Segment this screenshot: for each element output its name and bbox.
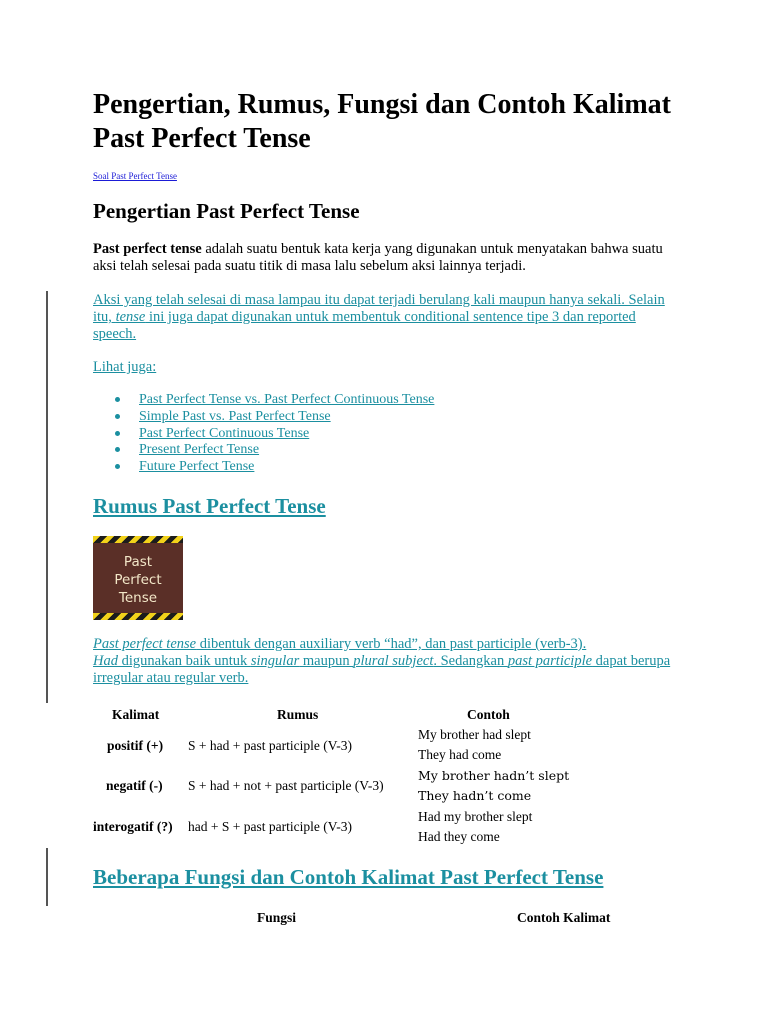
soal-link[interactable]: Soal Past Perfect Tense	[93, 171, 177, 181]
section-heading-rumus[interactable]: Rumus Past Perfect Tense	[93, 494, 326, 518]
formula-italic: Had	[93, 653, 118, 669]
section-heading-pengertian: Pengertian Past Perfect Tense	[93, 199, 360, 223]
see-also-label[interactable]: Lihat juga:	[93, 359, 157, 375]
formula-italic: plural subject	[353, 653, 434, 669]
badge-line: Tense	[118, 590, 158, 606]
formula-italic: Past perfect tense	[93, 636, 197, 652]
list-item[interactable]	[93, 426, 434, 443]
bullet-icon	[115, 414, 120, 419]
formula-text: dibentuk dengan auxiliary verb “had”, dan past participle (verb-3).	[196, 636, 587, 652]
formula-text: . Sedangkan	[433, 653, 508, 669]
page-title: Pengertian, Rumus, Fungsi dan Contoh Kalimat Past Perfect Tense	[93, 89, 671, 154]
table-row-contoh: They had come	[418, 747, 502, 762]
bullet-icon	[115, 464, 120, 469]
usage-text-a: Aksi yang telah selesai di masa lampau itu dapat terjadi berulang kali maupun hanya sekali. Selain itu,	[93, 292, 665, 325]
badge-line: Past	[123, 554, 153, 570]
formula-text: digunakan baik untuk	[117, 653, 251, 669]
table-row-kalimat: interogatif (?)	[93, 819, 173, 834]
list-item[interactable]	[93, 409, 434, 426]
table-row-rumus: S + had + past participle (V-3)	[188, 738, 352, 753]
bullet-icon	[115, 447, 120, 452]
past-perfect-tense-badge-image	[93, 536, 183, 620]
usage-text-b: ini juga dapat digunakan untuk membentuk conditional sentence tipe 3 dan reported speech.	[93, 309, 636, 342]
badge-label	[93, 553, 183, 607]
table-row-kalimat: positif (+)	[107, 738, 164, 753]
table-header-kalimat: Kalimat	[112, 707, 160, 722]
see-also-link[interactable]: Past Perfect Tense vs. Past Perfect Continuous Tense	[139, 392, 435, 407]
table-row-rumus: had + S + past participle (V-3)	[188, 819, 352, 834]
definition-term: Past perfect tense	[93, 241, 202, 257]
definition-text: adalah suatu bentuk kata kerja yang digunakan untuk menyatakan bahwa suatu aksi telah selesai pada suatu titik di masa lalu sebelum aksi lainnya terjadi.	[93, 241, 663, 274]
see-also-link[interactable]: Future Perfect Tense	[139, 459, 255, 475]
table-row-kalimat: negatif (-)	[106, 778, 163, 793]
see-also-list	[93, 392, 434, 476]
table-header-rumus: Rumus	[277, 707, 319, 722]
table-row-contoh: Had they come	[418, 829, 500, 844]
see-also-link[interactable]: Past Perfect Continuous Tense	[139, 425, 310, 441]
list-item[interactable]	[93, 459, 434, 476]
definition-paragraph	[93, 241, 673, 275]
table-row-contoh: My brother had slept	[418, 727, 531, 742]
see-also-link[interactable]: Present Perfect Tense	[139, 442, 260, 458]
usage-paragraph[interactable]	[93, 292, 673, 343]
table-row-rumus: S + had + not + past participle (V-3)	[188, 778, 384, 793]
list-item[interactable]	[93, 442, 434, 459]
table-row-contoh: My brother hadn’t slept	[418, 768, 570, 783]
table-row-contoh: They hadn’t come	[418, 788, 532, 803]
table-header-fungsi: Fungsi	[257, 910, 297, 925]
bullet-icon	[115, 397, 120, 402]
margin-rule-bottom	[46, 848, 48, 906]
table-header-contoh-kalimat: Contoh Kalimat	[517, 910, 611, 925]
list-item[interactable]	[93, 392, 434, 409]
table-row-contoh: Had my brother slept	[418, 809, 533, 824]
see-also-link[interactable]: Simple Past vs. Past Perfect Tense	[139, 408, 331, 424]
section-heading-fungsi[interactable]: Beberapa Fungsi dan Contoh Kalimat Past Perfect Tense	[93, 865, 604, 889]
formula-italic: singular	[250, 653, 300, 669]
bullet-icon	[115, 431, 120, 436]
formula-text: dapat berupa irregular atau regular verb.	[93, 653, 671, 686]
badge-line: Perfect	[114, 572, 162, 588]
formula-italic: past participle	[507, 653, 593, 669]
formula-text: maupun	[299, 653, 354, 669]
margin-rule-top	[46, 291, 48, 703]
formula-paragraph[interactable]	[93, 636, 673, 687]
usage-italic: tense	[115, 309, 146, 325]
table-header-contoh: Contoh	[467, 707, 510, 722]
